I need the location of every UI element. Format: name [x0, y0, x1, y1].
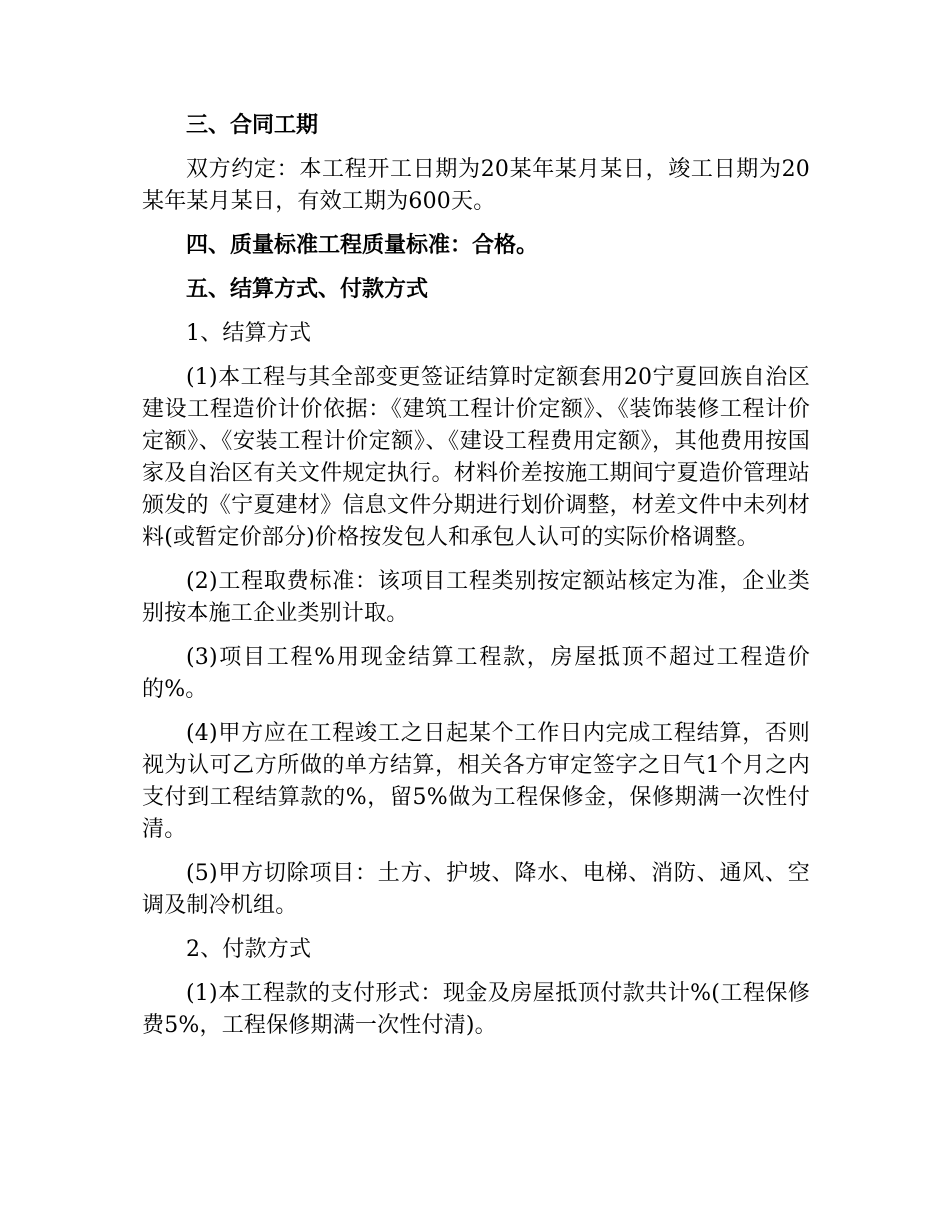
settlement-item-1: (1)本工程与其全部变更签证结算时定额套用20宁夏回族自治区建设工程造价计价依据：《建筑工程计价定额》、《装饰装修工程计价定额》、《安装工程计价定额》、《建设工程费用定额》，其他费用按国家及自治区有关文件规定执行。材料价差按施工期间宁夏造价管理站颁发的《宁夏建材》信息文件分期进行划价调整，材差文件中未列材料(或暂定价部分)价格按发包人和承包人认可的实际价格调整。: [142, 365, 810, 550]
document-body: [142, 110, 810, 1054]
section-3-heading: 三、合同工期: [186, 113, 319, 138]
section-5-heading: 五、结算方式、付款方式: [186, 277, 429, 302]
settlement-item-5: (5)甲方切除项目：土方、护坡、降水、电梯、消防、通风、空调及制冷机组。: [142, 861, 810, 918]
settlement-item-2: (2)工程取费标准：该项目工程类别按定额站核定为准，企业类别按本施工企业类别计取。: [142, 569, 810, 626]
section-3-body: 双方约定：本工程开工日期为20某年某月某日，竣工日期为20某年某月某日，有效工期为600天。: [142, 157, 810, 214]
section-4-heading: 四、质量标准工程质量标准：合格。: [186, 233, 539, 258]
payment-item-1: (1)本工程款的支付形式：现金及房屋抵顶付款共计%(工程保修费5%，工程保修期满一次性付清)。: [142, 981, 810, 1038]
settlement-item-4: (4)甲方应在工程竣工之日起某个工作日内完成工程结算，否则视为认可乙方所做的单方结算，相关各方审定签字之日气1个月之内支付到工程结算款的%，留5%做为工程保修金，保修期满一次性付清。: [142, 721, 810, 842]
settlement-item-3: (3)项目工程%用现金结算工程款，房屋抵顶不超过工程造价的%。: [142, 645, 810, 702]
subsection-1-title: 1、结算方式: [186, 321, 312, 346]
subsection-2-title: 2、付款方式: [186, 937, 312, 962]
